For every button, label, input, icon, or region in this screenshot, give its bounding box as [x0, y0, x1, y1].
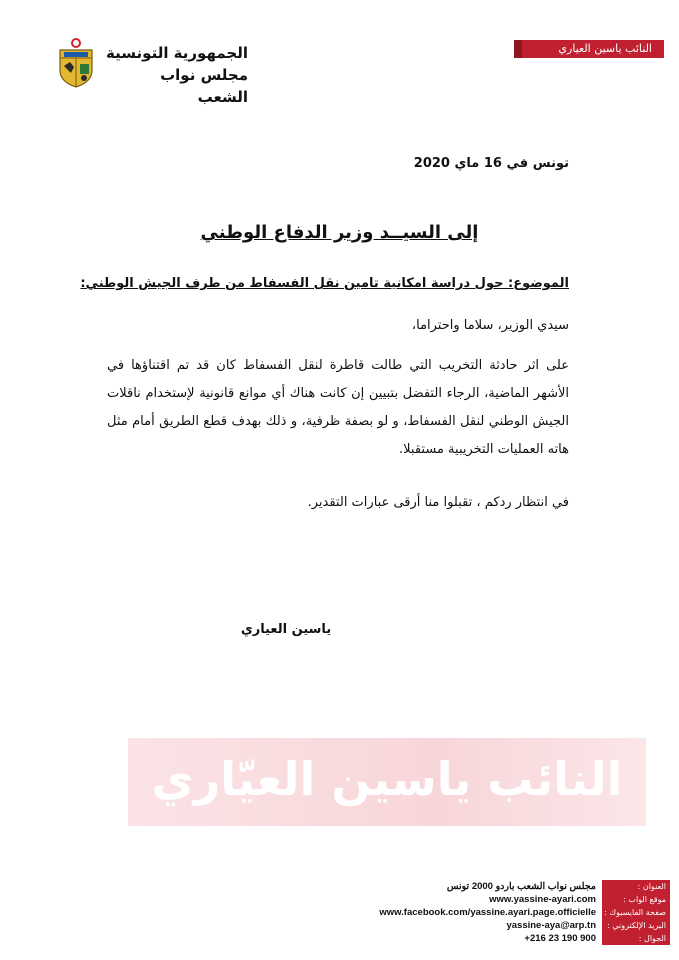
tunisia-coat-of-arms-icon [56, 36, 96, 88]
footer-website-label: موقع الواب : [602, 893, 670, 906]
letter-greeting: سيدي الوزير، سلاما واحتراما، [411, 318, 569, 333]
footer-address-label: العنوان : [602, 880, 670, 893]
org-line-parliament: مجلس نواب الشعب [160, 66, 248, 106]
footer-email-value[interactable]: yassine-aya@arp.tn [506, 920, 596, 931]
footer-row-email [350, 919, 670, 932]
footer-row-phone [350, 932, 670, 945]
organization-name [106, 42, 248, 108]
footer-facebook-value[interactable]: www.facebook.com/yassine.ayari.page.officielle [379, 907, 596, 918]
mp-name-tag-bar [514, 40, 522, 58]
mp-name-tag-text: النائب ياسين العياري [522, 40, 664, 58]
watermark-text: النائب ياسين العيّاري [151, 752, 623, 806]
mp-name-tag [514, 40, 664, 58]
letter-signature: ياسين العياري [240, 622, 332, 637]
letter-body: على اثر حادثة التخريب التي طالت قاطرة لنقل الفسفاط كان قد تم اقتناؤها في الأشهر الماضية، الرجاء التفضل بتبيين إن كانت هناك أي موانع قانونية لإستخدام ناقلات الجيش الوطني لنقل الفسفاط، و لو بصفة ظرفية، و ذلك بهدف قطع الطريق أمام مثل هاته العمليات التخريبية مستقبلا. [107, 358, 569, 457]
footer-contact [350, 880, 670, 945]
footer-row-facebook [350, 906, 670, 919]
footer-email-label: البريد الإلكتروني : [602, 919, 670, 932]
footer-website-value[interactable]: www.yassine-ayari.com [489, 894, 596, 905]
footer-phone-value: +216 23 190 900 [524, 933, 596, 944]
footer-phone-label: الجوال : [602, 932, 670, 945]
footer-facebook-label: صفحة الفايسبوك : [602, 906, 670, 919]
footer-address-value: مجلس نواب الشعب باردو 2000 تونس [446, 881, 596, 892]
letter-closing: في انتظار ردكم ، تقبلوا منا أرقى عبارات التقدير. [307, 495, 569, 510]
org-line-republic: الجمهورية التونسية [106, 44, 248, 62]
letter-recipient: إلى السيــد وزير الدفاع الوطني [200, 222, 479, 243]
footer-row-address [350, 880, 670, 893]
letter-date: تونس في 16 ماي 2020 [413, 156, 569, 171]
letter-subject: الموضوع: حول دراسة امكانية تامين نقل الفسفاط من طرف الجيش الوطني: [80, 276, 569, 291]
footer-row-website [350, 893, 670, 906]
watermark-banner [128, 738, 646, 826]
